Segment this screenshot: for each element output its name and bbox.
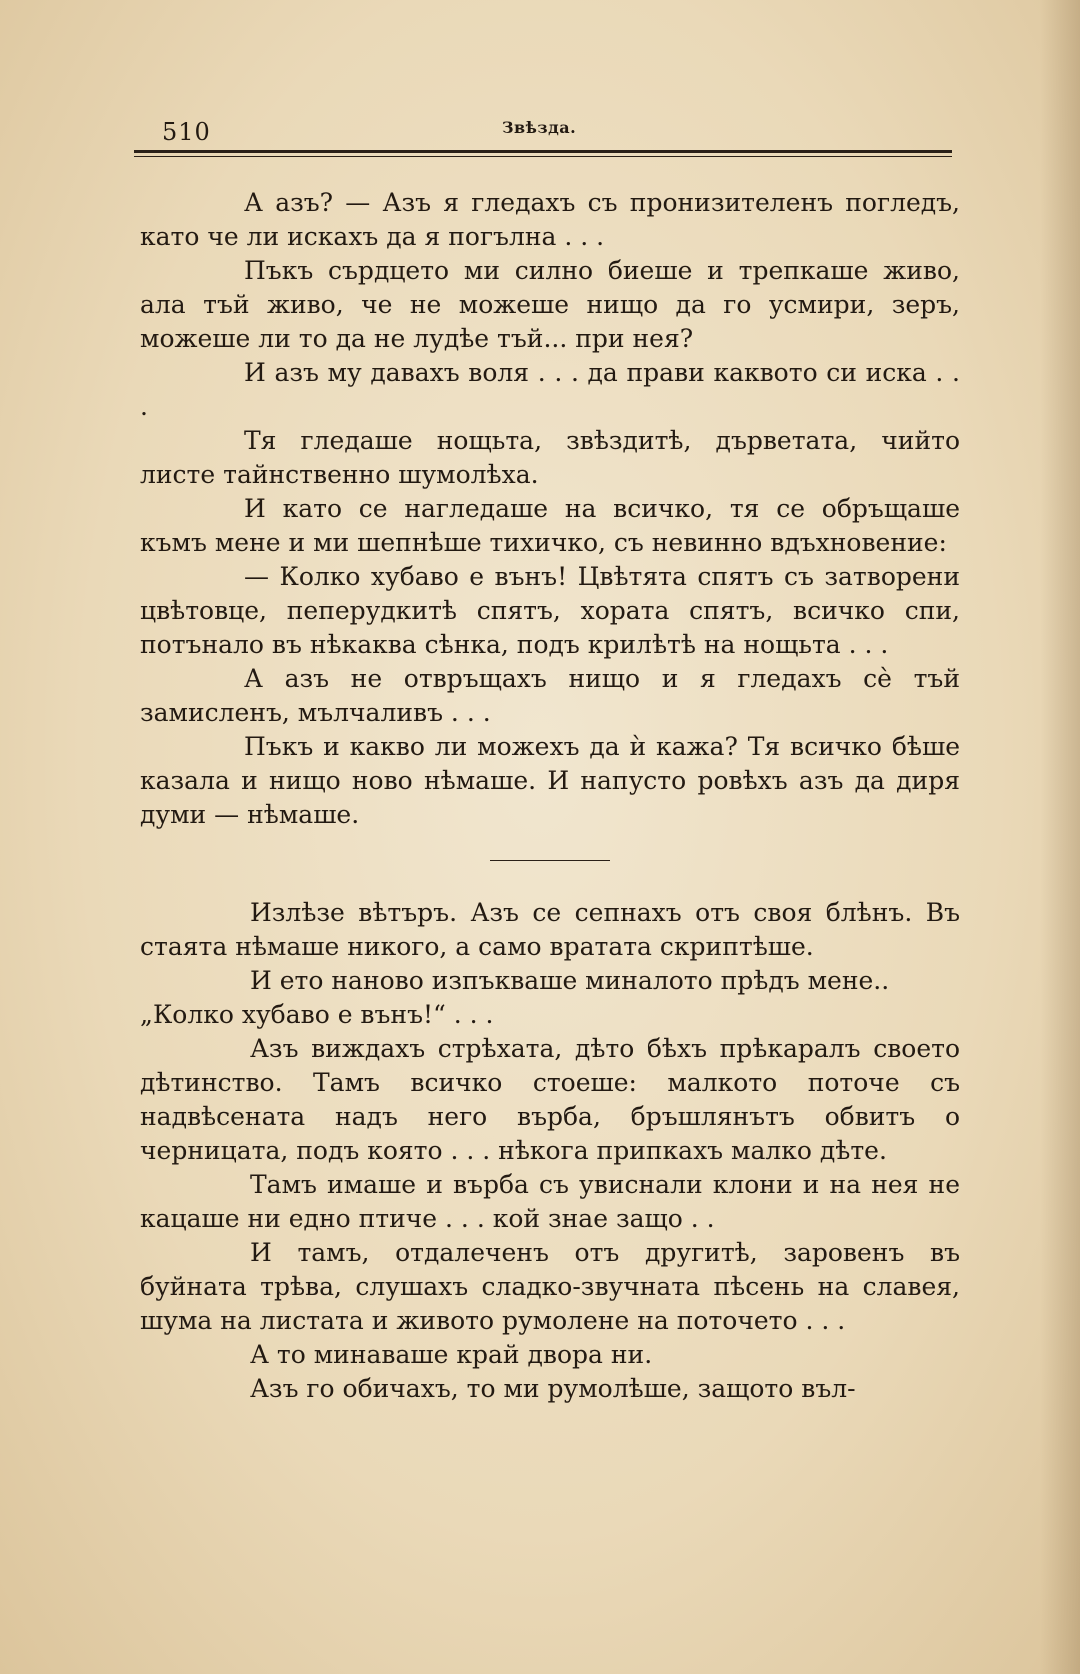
paragraph: Азъ виждахъ стрѣхата, дѣто бѣхъ прѣкаралъ своето дѣтинство. Тамъ всичко стоеше: малкото поточе съ надвѣсената надъ него върба, бръшлянътъ обвитъ о черницата, подъ която . . . нѣкога припкахъ малко дѣте. xyxy=(140,1034,960,1165)
paragraph: „Колко хубаво е вънъ!“ . . . xyxy=(140,1000,494,1029)
paragraph: Тамъ имаше и върба съ увиснали клони и на нея не кацаше ни едно птиче . . . кой знае защо . . xyxy=(140,1170,960,1233)
paragraph: — Колко хубаво е вънъ! Цвѣтята спятъ съ затворени цвѣтовце, пеперудкитѣ спятъ, хората спятъ, всичко спи, потънало въ нѣкаква сѣнка, подъ крилѣтѣ на нощьта . . . xyxy=(140,562,960,659)
text-section-1 xyxy=(140,186,960,832)
paragraph: Пъкъ и какво ли можехъ да ѝ кажа? Тя всичко бѣше казала и нищо ново нѣмаше. И напусто ровѣхъ азъ да диря думи — нѣмаше. xyxy=(140,732,960,829)
paragraph: Пъкъ сърдцето ми силно биеше и трепкаше живо, ала тъй живо, че не можеше нищо да го усмири, зеръ, можеше ли то да не лудѣе тъй... при нея? xyxy=(140,256,960,353)
header-rule xyxy=(134,150,952,153)
paragraph: А азъ не отвръщахъ нищо и я гледахъ сѐ тъй замисленъ, мълчаливъ . . . xyxy=(140,664,960,727)
paragraph: И азъ му давахъ воля . . . да прави каквото си иска . . . xyxy=(140,358,960,421)
page-header xyxy=(132,112,952,152)
text-section-2 xyxy=(140,896,960,1406)
paragraph: А азъ? — Азъ я гледахъ съ пронизителенъ погледъ, като че ли искахъ да я погълна . . . xyxy=(140,188,960,251)
running-title: Звѣзда. xyxy=(502,118,577,137)
paragraph: И тамъ, отдалеченъ отъ другитѣ, заровенъ въ буйната трѣва, слушахъ сладко-звучната пѣсень на славея, шума на листата и живото румолене на поточето . . . xyxy=(140,1238,960,1335)
header-rule-thin xyxy=(134,156,952,157)
section-divider xyxy=(140,832,960,896)
paragraph: Тя гледаше нощьта, звѣздитѣ, дърветата, чийто листе тайнственно шумолѣха. xyxy=(140,426,960,489)
paragraph: А то минаваше край двора ни. xyxy=(250,1340,653,1369)
paragraph: Излѣзе вѣтъръ. Азъ се сепнахъ отъ своя блѣнъ. Въ стаята нѣмаше никого, а само вратата скриптѣше. xyxy=(140,898,960,961)
page-number: 510 xyxy=(162,118,211,146)
paragraph: И ето наново изпъкваше миналото прѣдъ мене.. xyxy=(250,966,890,995)
paragraph: И като се нагледаше на всичко, тя се обръщаше къмъ мене и ми шепнѣше тихичко, съ невинно вдъхновение: xyxy=(140,494,960,557)
body-text xyxy=(140,186,960,1406)
paragraph: Азъ го обичахъ, то ми румолѣше, защото въл- xyxy=(250,1374,856,1403)
